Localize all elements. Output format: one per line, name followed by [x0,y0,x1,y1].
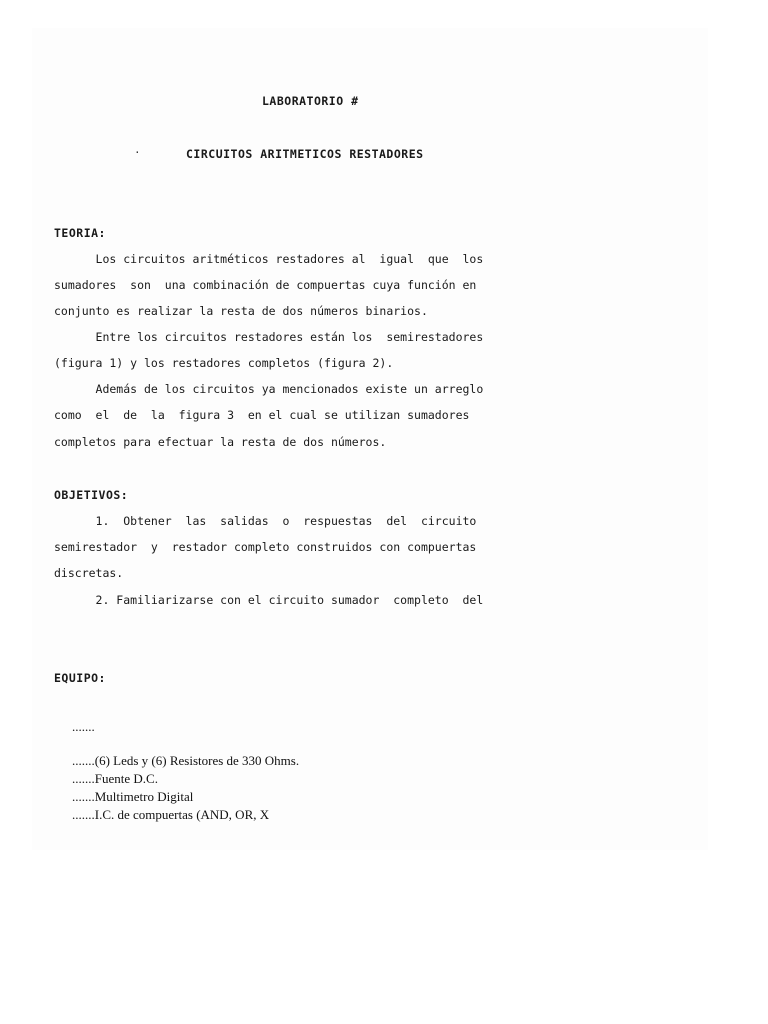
objetivos-line-1: 1. Obtener las salidas o respuestas del circuito [54,514,477,528]
equipo-item-3: .......Fuente D.C. [72,771,158,786]
teoria-line-1: Los circuitos aritméticos restadores al igual que los [54,252,484,266]
teoria-line-6: Además de los circuitos ya mencionados existe un arreglo [54,382,484,396]
teoria-line-3: conjunto es realizar la resta de dos números binarios. [54,304,428,318]
equipo-heading: EQUIPO: [54,671,106,685]
teoria-heading: TEORIA: [54,226,106,240]
teoria-line-4: Entre los circuitos restadores están los semirestadores [54,330,484,344]
lab-title: LABORATORIO # [262,94,359,108]
teoria-line-7: como el de la figura 3 en el cual se utilizan sumadores [54,408,470,422]
stray-mark: · [134,146,141,159]
teoria-line-5: (figura 1) y los restadores completos (figura 2). [54,356,394,370]
equipo-item-4: .......Multimetro Digital [72,789,194,804]
equipo-item-2: .......(6) Leds y (6) Resistores de 330 Ohms. [72,753,300,768]
teoria-line-8: completos para efectuar la resta de dos números. [54,435,387,449]
objetivos-line-3: discretas. [54,566,124,580]
teoria-line-2: sumadores son una combinación de compuertas cuya función en [54,278,477,292]
objetivos-line-2: semirestador y restador completo construidos con compuertas [54,540,477,554]
equipo-item-1: ....... [72,719,95,734]
equipo-item-5: .......I.C. de compuertas (AND, OR, X [72,807,270,822]
objetivos-line-4: 2. Familiarizarse con el circuito sumador completo del [54,593,484,607]
subtitle: CIRCUITOS ARITMETICOS RESTADORES [186,147,424,161]
objetivos-heading: OBJETIVOS: [54,488,129,502]
